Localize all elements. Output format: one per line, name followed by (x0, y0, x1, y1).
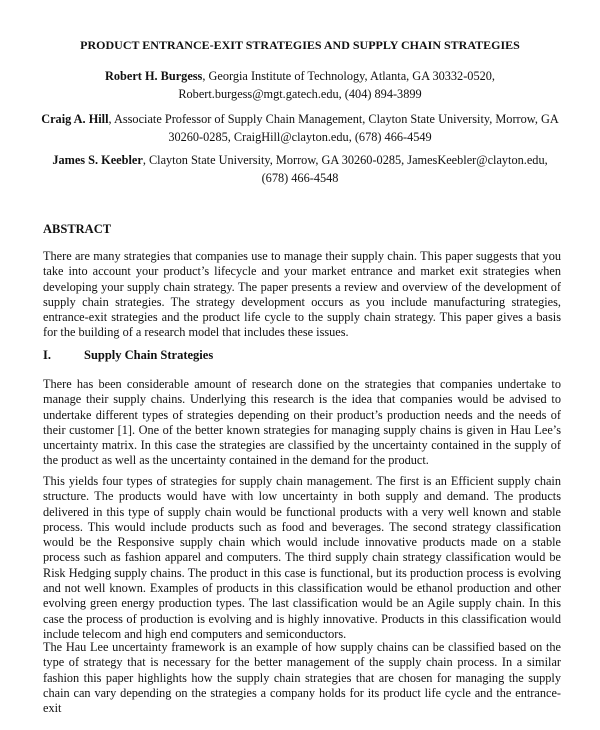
paper-title: PRODUCT ENTRANCE-EXIT STRATEGIES AND SUPPLY CHAIN STRATEGIES (80, 38, 520, 52)
section-paragraph-3: The Hau Lee uncertainty framework is an example of how supply chains can be classified based on the type of strategy that is necessary for the better management of the supply chain process. In a similar fashion this paper highlights how the supply chain strategies that are chosen for managing the supply chain can vary depending on the strategies a company holds for its product life cycle and the entrance-exit (43, 640, 561, 716)
author-keebler (40, 151, 560, 187)
section-paragraph-2: This yields four types of strategies for supply chain management. The first is an Efficient supply chain structure. The products would have with low uncertainty in both supply and demand. The products delivered in this type of supply chain would be functional products with a very well known and stable process. This would include products such as food and beverages. The second strategy classification would be the Responsive supply chain which would include innovative products made on a stable process such as fashion apparel and computers. The third supply chain strategy classification would be Risk Hedging supply chains. The product in this case is functional, but its production process is evolving and not well known. Examples of products in this classification would be ethanol production and other evolving green energy production types. The last classification would be an Agile supply chain. In this case the process of production is evolving and is highly innovative. Products in this classification would include telecom and high end computers and semiconductors. (43, 474, 561, 641)
abstract-heading: ABSTRACT (43, 222, 112, 236)
author-details: , Georgia Institute of Technology, Atlanta, GA 30332-0520, Robert.burgess@mgt.gatech.edu, (404) 894-3899 (178, 69, 495, 101)
author-name: Craig A. Hill (41, 112, 109, 126)
section-title: Supply Chain Strategies (84, 348, 214, 362)
section-number: I. (43, 348, 51, 362)
author-name: Robert H. Burgess (105, 69, 203, 83)
author-hill (40, 110, 560, 146)
abstract-text: There are many strategies that companies use to manage their supply chain. This paper suggests that you take into account your product’s lifecycle and your market entrance and market exit strategies when developing your supply chain strategy. The paper presents a review and overview of the development of supply chain strategies. The strategy development occurs as you include manufacturing strategies, entrance-exit strategies and the product life cycle to the supply chain strategy. This paper gives a basis for the building of a research model that includes these issues. (43, 249, 561, 340)
author-name: James S. Keebler (52, 153, 143, 167)
author-burgess (40, 67, 560, 103)
section-paragraph-1: There has been considerable amount of research done on the strategies that companies undertake to manage their supply chains. Underlying this research is the idea that companies would be advised to undertake different types of strategies depending on their product’s production needs and the needs of their customer [1]. One of the better known strategies for managing supply chains is given in Hau Lee’s uncertainty matrix. In this case the strategies are classified by the uncertainty contained in the supply of the product as well as the uncertainty contained in the demand for the product. (43, 377, 561, 468)
author-details: , Associate Professor of Supply Chain Management, Clayton State University, Morrow, GA 30260-0285, CraigHill@clayton.edu, (678) 466-4549 (108, 112, 559, 144)
author-details: , Clayton State University, Morrow, GA 30260-0285, JamesKeebler@clayton.edu, (678) 466-4548 (142, 153, 548, 185)
